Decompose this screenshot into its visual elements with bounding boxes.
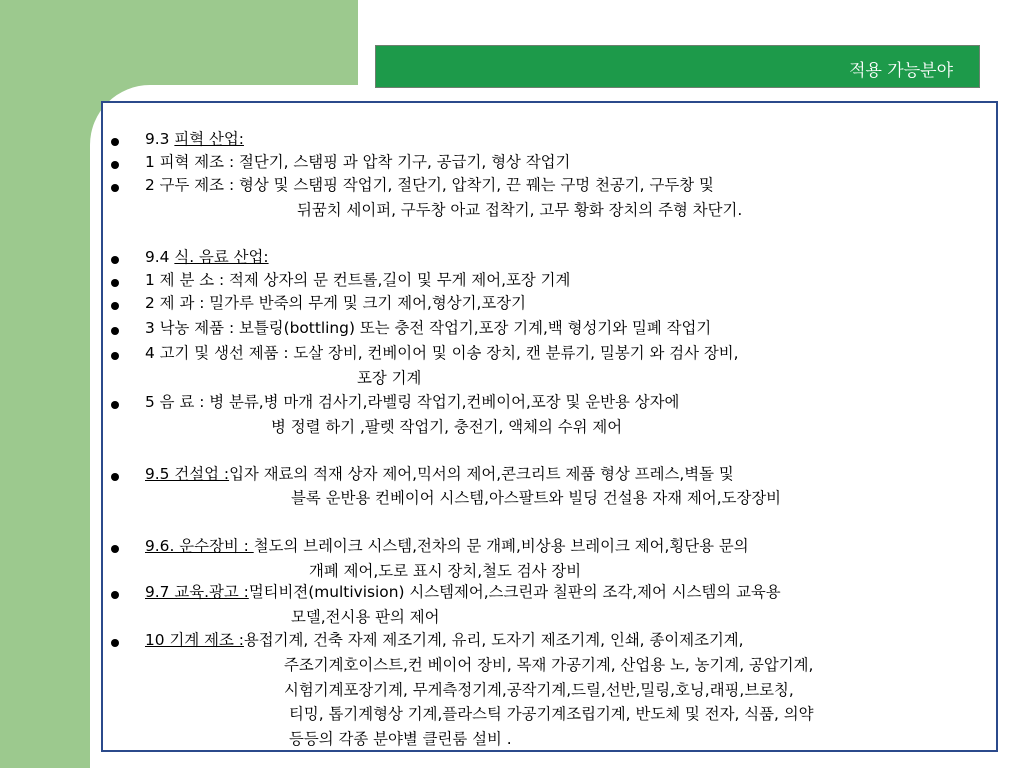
- bullet: [111, 302, 119, 310]
- section-label: 9.6. 운수장비 :: [145, 537, 254, 555]
- bullet: [111, 161, 119, 169]
- bullet: [111, 256, 119, 264]
- list-item-continuation: 시험기계포장기계, 무게측정기계,공작기계,드릴,선반,밀링,호닝,래핑,브로칭,: [284, 681, 794, 699]
- list-item: 4 고기 및 생선 제품 : 도살 장비, 컨베이어 및 이송 장치, 캔 분류기, 밀봉기 와 검사 장비,: [145, 344, 739, 362]
- section-text: 멀티비젼(multivision) 시스템제어,스크린과 칠판의 조각,제어 시스템의 교육용: [248, 583, 781, 601]
- section-heading-9-3: [145, 130, 244, 149]
- section-text: 입자 재료의 적재 상자 제어,믹서의 제어,콘크리트 제품 형상 프레스,벽돌 및: [229, 465, 734, 483]
- slide-title: 적용 가능분야: [849, 61, 953, 81]
- section-number: 9.3: [145, 130, 175, 148]
- section-9-6: [145, 537, 749, 556]
- list-item: 1 제 분 소 : 적제 상자의 문 컨트롤,길이 및 무게 제어,포장 기계: [145, 271, 571, 289]
- bullet: [111, 279, 119, 287]
- list-item-continuation: 모델,전시용 판의 제어: [291, 608, 440, 626]
- content-box: [101, 101, 998, 752]
- bullet: [111, 591, 119, 599]
- section-title: 피혁 산업:: [174, 130, 244, 148]
- list-item-continuation: 뒤꿈치 세이퍼, 구두창 아교 접착기, 고무 황화 장치의 주형 차단기.: [297, 201, 743, 219]
- list-item-continuation: 등등의 각종 분야별 클린룸 설비 .: [289, 730, 512, 748]
- section-9-5: [145, 465, 734, 484]
- section-label: 10 기계 제조 :: [145, 631, 244, 649]
- bullet: [111, 473, 119, 481]
- list-item-continuation: 주조기계호이스트,컨 베이어 장비, 목재 가공기계, 산업용 노, 농기계, 공압기계,: [284, 656, 814, 674]
- section-label: 9.5 건설업 :: [145, 465, 230, 483]
- bullet: [111, 352, 119, 360]
- section-9-7: [145, 583, 781, 602]
- list-item-continuation: 블록 운반용 컨베이어 시스템,아스팔트와 빌딩 건설용 자재 제어,도장장비: [291, 489, 782, 507]
- section-title: 식. 음료 산업:: [174, 248, 269, 266]
- bullet: [111, 401, 119, 409]
- list-item: 5 음 료 : 병 분류,병 마개 검사기,라벨링 작업기,컨베이어,포장 및 운반용 상자에: [145, 393, 680, 411]
- section-10: [145, 631, 744, 650]
- list-item-continuation: 티밍, 톱기계형상 기계,플라스틱 가공기계조립기계, 반도체 및 전자, 식품, 의약: [289, 705, 814, 723]
- bullet: [111, 327, 119, 335]
- list-item: 3 낙농 제품 : 보틀링(bottling) 또는 충전 작업기,포장 기계,백 형성기와 밀폐 작업기: [145, 319, 712, 337]
- bullet: [111, 639, 119, 647]
- bullet: [111, 545, 119, 553]
- list-item: 2 제 과 : 밀가루 반죽의 무게 및 크기 제어,형상기,포장기: [145, 294, 527, 312]
- list-item-continuation: 병 정렬 하기 ,팔렛 작업기, 충전기, 액체의 수위 제어: [271, 418, 623, 436]
- list-item-continuation: 개폐 제어,도로 표시 장치,철도 검사 장비: [309, 562, 582, 580]
- section-number: 9.4: [145, 248, 175, 266]
- bullet: [111, 138, 119, 146]
- section-label: 9.7 교육.광고 :: [145, 583, 249, 601]
- section-text: 용접기계, 건축 자제 제조기계, 유리, 도자기 제조기계, 인쇄, 종이제조기계,: [243, 631, 744, 649]
- list-item-continuation: 포장 기계: [357, 369, 422, 387]
- section-heading-9-4: [145, 248, 269, 267]
- bullet: [111, 184, 119, 192]
- title-bar: [375, 45, 980, 88]
- section-text: 철도의 브레이크 시스템,전차의 문 개폐,비상용 브레이크 제어,횡단용 문의: [253, 537, 749, 555]
- list-item: 1 피혁 제조 : 절단기, 스탬핑 과 압착 기구, 공급기, 형상 작업기: [145, 153, 571, 171]
- list-item: 2 구두 제조 : 형상 및 스탬핑 작업기, 절단기, 압착기, 끈 꿰는 구멍 천공기, 구두창 및: [145, 176, 714, 194]
